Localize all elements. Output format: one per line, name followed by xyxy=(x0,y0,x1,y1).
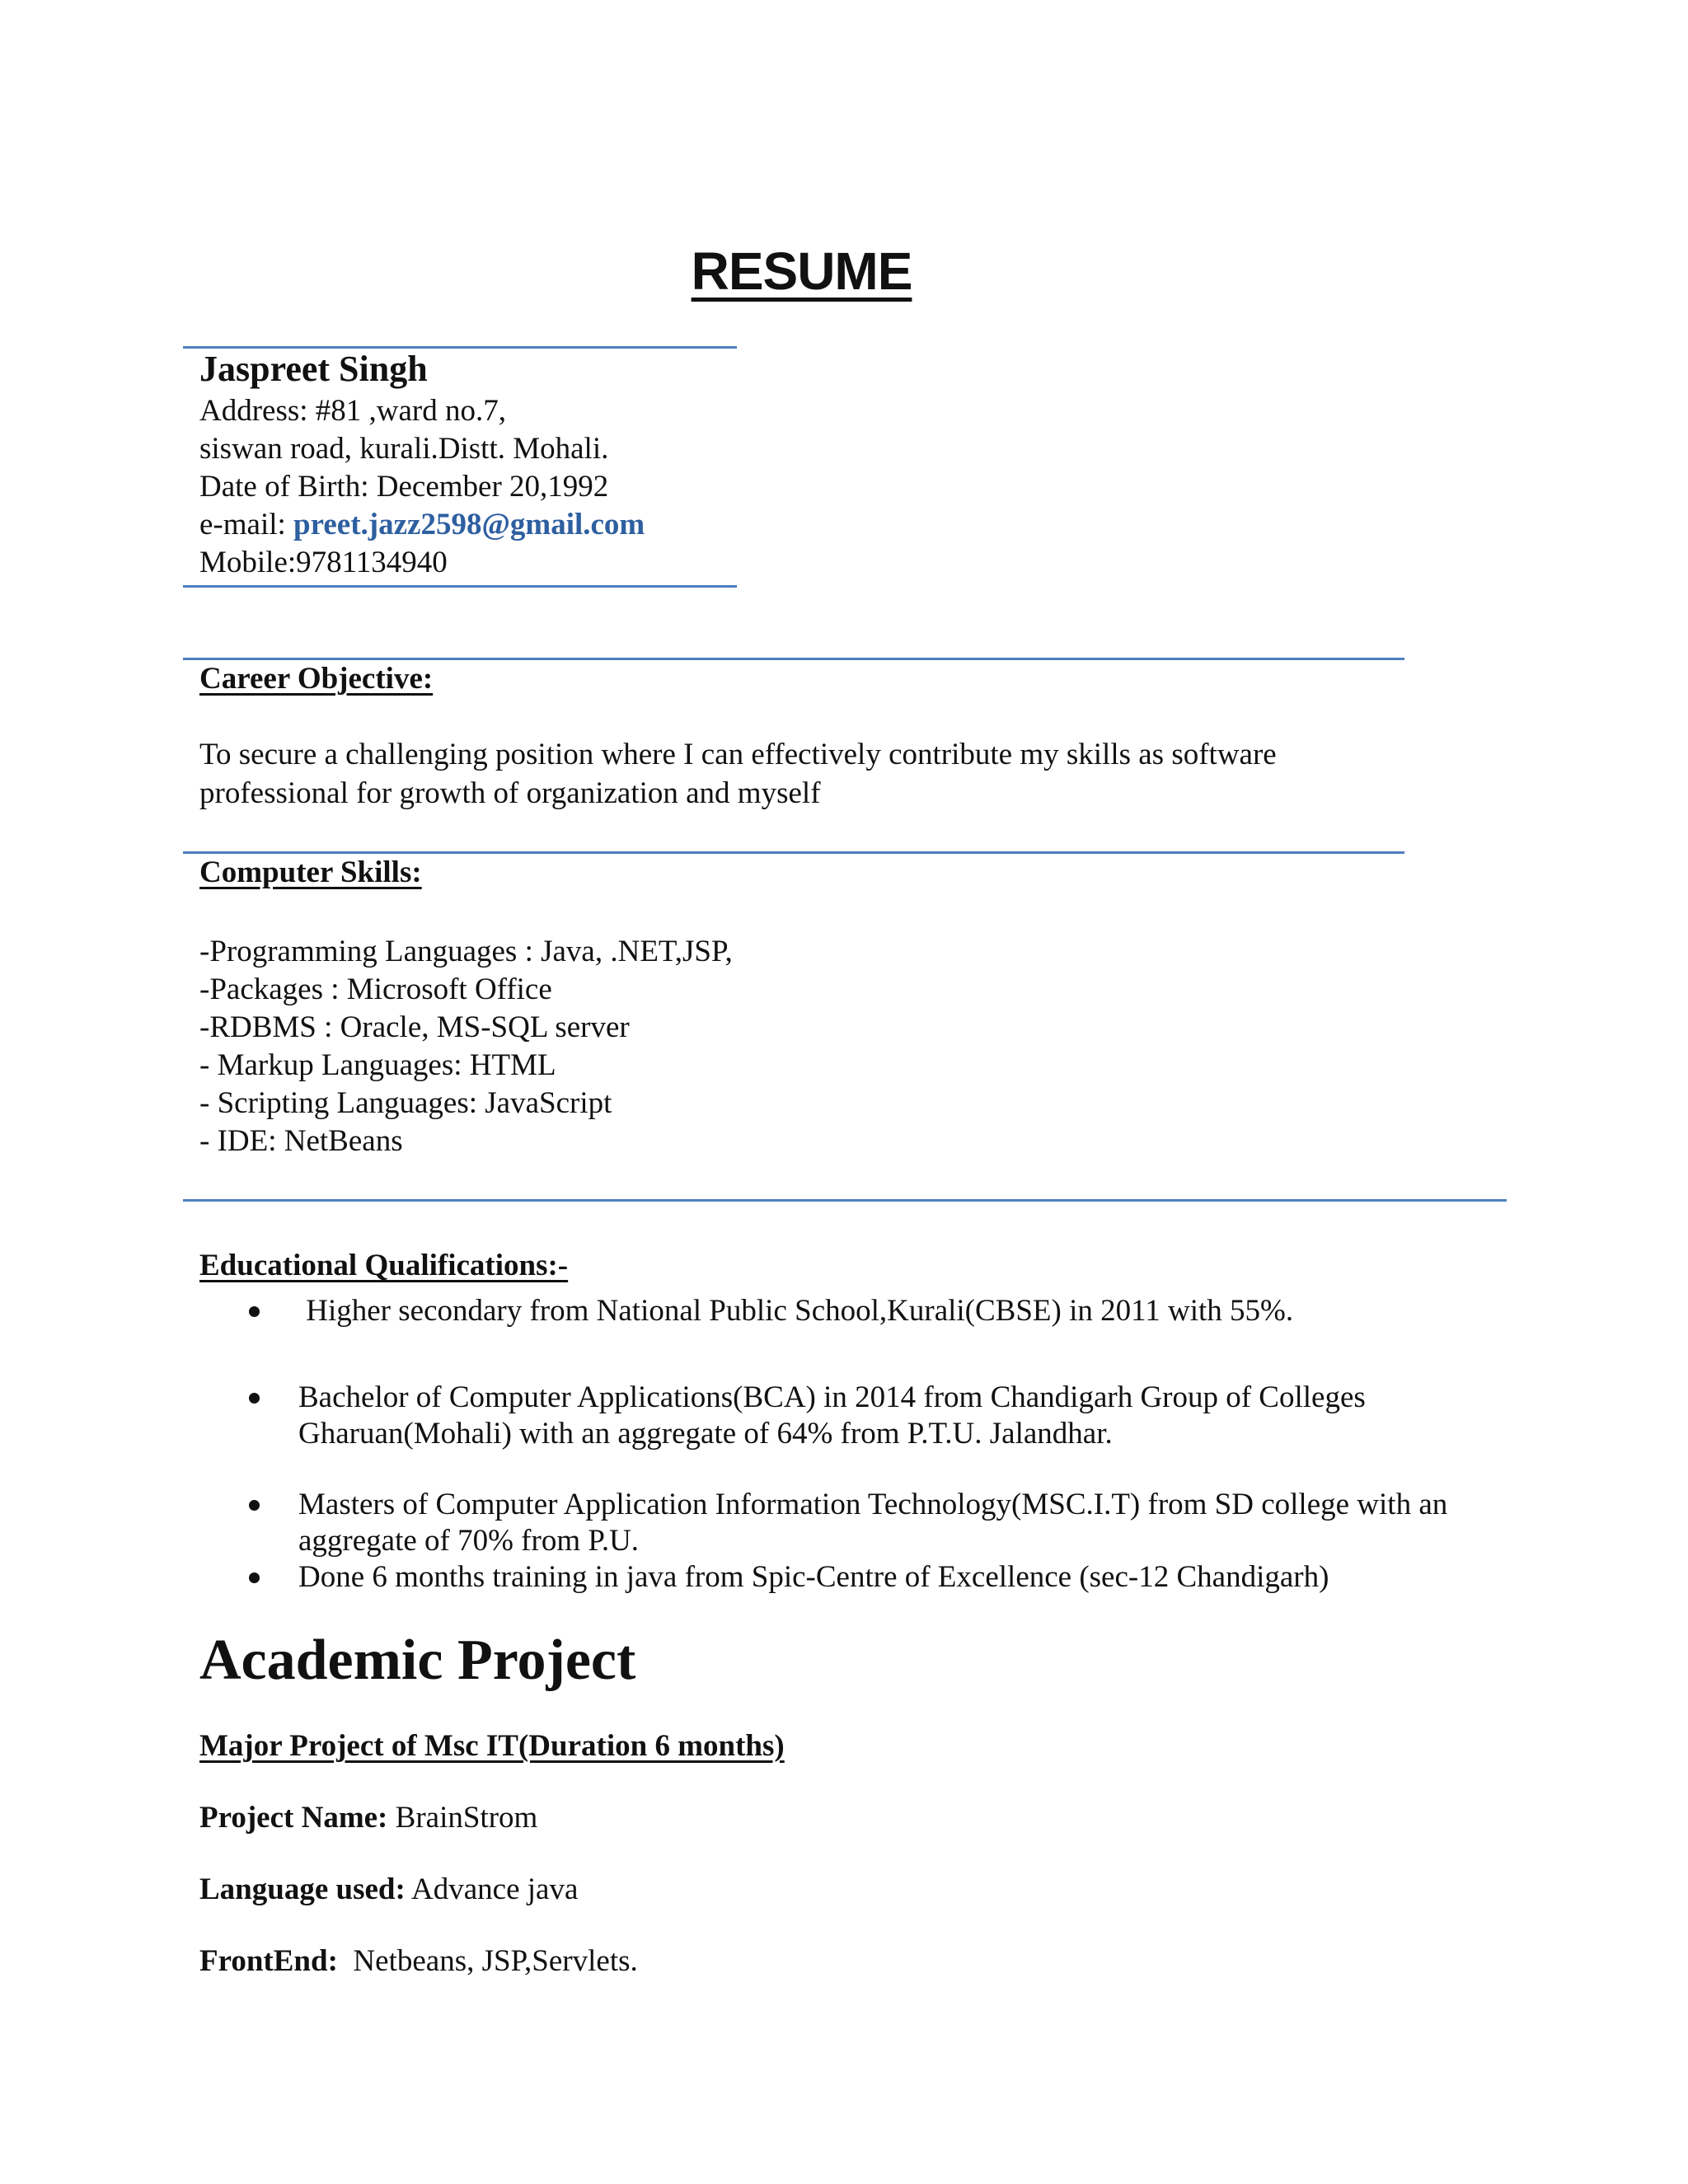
mobile-number: Mobile:9781134940 xyxy=(199,546,448,579)
address-line-1: Address: #81 ,ward no.7, xyxy=(199,394,507,428)
career-objective-heading: Career Objective: xyxy=(199,662,434,696)
address-line-2: siswan road, kurali.Distt. Mohali. xyxy=(199,432,609,466)
language-label: Language used: xyxy=(199,1872,406,1906)
date-of-birth: Date of Birth: December 20,1992 xyxy=(199,470,609,504)
skill-item: - Scripting Languages: JavaScript xyxy=(199,1086,612,1120)
skills-bottom-rule xyxy=(183,1199,1507,1202)
project-name-value: BrainStrom xyxy=(387,1801,538,1835)
education-item-line: Higher secondary from National Public School,Kurali(CBSE) in 2011 with 55%. xyxy=(298,1294,1294,1328)
career-objective-line-1: To secure a challenging position where I can effectively contribute my skills as software xyxy=(199,738,1277,771)
education-item-line: Gharuan(Mohali) with an aggregate of 64% from P.T.U. Jalandhar. xyxy=(298,1417,1113,1451)
academic-project-heading: Academic Project xyxy=(199,1629,636,1692)
skill-item: -Packages : Microsoft Office xyxy=(199,972,552,1006)
email-link[interactable]: preet.jazz2598@gmail.com xyxy=(293,508,645,541)
bullet-icon xyxy=(249,1572,260,1583)
skill-item: - Markup Languages: HTML xyxy=(199,1048,556,1082)
project-name-row xyxy=(199,1800,537,1835)
bullet-icon xyxy=(249,1500,260,1511)
education-item xyxy=(298,1487,1447,1559)
education-item-line: aggregate of 70% from P.U. xyxy=(298,1524,640,1558)
skills-top-rule xyxy=(183,851,1404,854)
language-row xyxy=(199,1872,578,1907)
frontend-row xyxy=(199,1943,638,1979)
education-item-line: Masters of Computer Application Information Technology(MSC.I.T) from SD college with an xyxy=(298,1488,1448,1521)
applicant-name: Jaspreet Singh xyxy=(199,349,428,389)
skill-item: -RDBMS : Oracle, MS-SQL server xyxy=(199,1010,630,1044)
education-item xyxy=(298,1559,1329,1596)
major-project-heading: Major Project of Msc IT(Duration 6 months) xyxy=(199,1729,785,1763)
language-value: Advance java xyxy=(405,1872,579,1906)
bullet-icon xyxy=(249,1306,260,1317)
skill-item: - IDE: NetBeans xyxy=(199,1124,403,1158)
skill-item: -Programming Languages : Java, .NET,JSP, xyxy=(199,935,733,968)
career-objective-line-2: professional for growth of organization and myself xyxy=(199,776,821,810)
education-item xyxy=(298,1380,1366,1452)
page-title: RESUME xyxy=(691,241,912,301)
career-top-rule xyxy=(183,658,1404,660)
education-item xyxy=(298,1293,1293,1329)
email-row xyxy=(199,506,645,544)
bullet-icon xyxy=(249,1393,260,1404)
frontend-label: FrontEnd: xyxy=(199,1944,338,1978)
education-item-line: Bachelor of Computer Applications(BCA) in 2014 from Chandigarh Group of Colleges xyxy=(298,1380,1366,1414)
project-name-label: Project Name: xyxy=(199,1801,388,1835)
contact-bottom-rule xyxy=(183,585,737,588)
email-label: e-mail: xyxy=(199,508,286,541)
computer-skills-heading: Computer Skills: xyxy=(199,855,422,889)
frontend-value: Netbeans, JSP,Servlets. xyxy=(337,1944,638,1978)
education-heading: Educational Qualifications:- xyxy=(199,1249,569,1282)
education-item-line: Done 6 months training in java from Spic-Centre of Excellence (sec-12 Chandigarh) xyxy=(298,1560,1329,1594)
